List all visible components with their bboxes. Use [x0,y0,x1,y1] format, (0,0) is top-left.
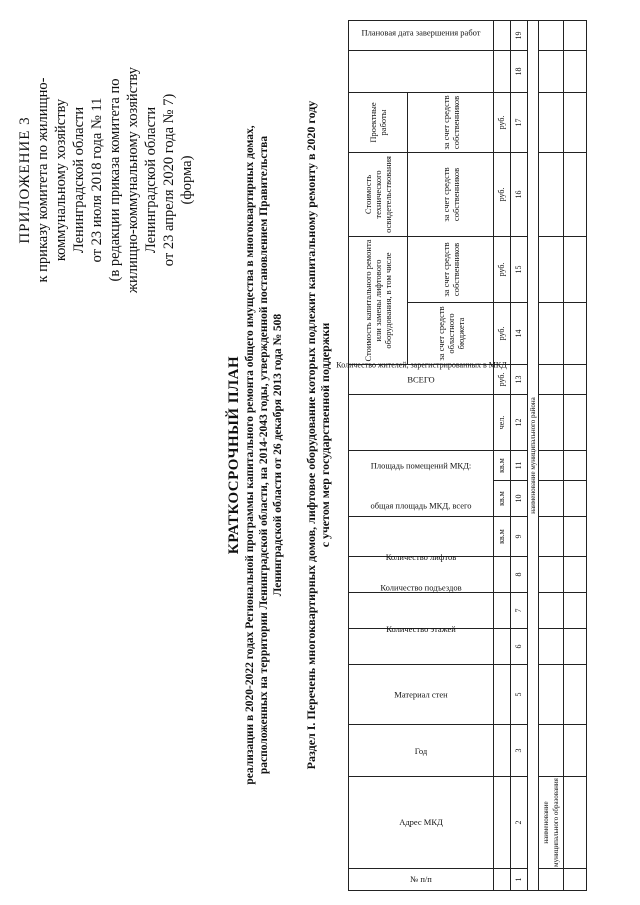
unit-cell: руб. [494,302,511,364]
appendix-line: жилищно-коммунальному хозяйству [125,66,141,294]
header-regional-budget: за счет средств областного бюджета [408,302,494,364]
column-number: 18 [511,50,528,92]
appendix-header [16,15,196,345]
column-number: 3 [511,725,528,777]
header-wall-material: Материал стен [349,665,494,725]
header-num: № п/п [349,869,494,891]
unit-cell: кв.м [494,517,511,557]
plan-title: КРАТКОСРОЧНЫЙ ПЛАН [226,355,242,555]
units-row [494,20,511,890]
unit-cell: руб. [494,236,511,302]
district-group-label: наименование муниципального района [528,20,539,890]
header-residents: Количество жителей, зарегистрированных в МКД [349,394,494,450]
appendix-title: ПРИЛОЖЕНИЕ 3 [17,116,33,244]
appendix-line: Ленинградской области [71,106,87,254]
plan-title-block [225,65,285,845]
appendix-line: к приказу комитета по жилищно- [35,77,51,283]
unit-cell: руб. [494,152,511,236]
plan-subtitle-line: расположенных на территории Ленинградской области, на 2014-2043 годы, утвержденной постановлением Правительства [258,135,270,775]
appendix-line: (в редакции приказа комитета по [107,78,123,282]
column-number: 1 [511,869,528,891]
section-title-line: Раздел I. Перечень многоквартирных домов, лифтовое оборудование которых подлежит капитальному ремонту в 2020 году [304,100,318,770]
unit-cell: чел. [494,394,511,450]
capital-repair-table [336,20,587,891]
unit-cell: руб. [494,92,511,152]
header-project-owners: за счет средств собственников [408,92,494,152]
header-premises-area: Площадь помещений МКД: [349,450,494,516]
header-tech-survey-owners: за счет средств собственников [408,152,494,236]
district-group-row [528,20,539,890]
column-number: 5 [511,665,528,725]
section-title-line: с учетом мер государственной поддержки [318,322,332,548]
column-number: 2 [511,777,528,869]
header-project-works: Проектные работы [349,92,408,152]
header-year: Год [349,725,494,777]
column-number: 9 [511,517,528,557]
plan-subtitle-line: реализации в 2020-2022 годах Региональной программы капитального ремонта общего имущества в многоквартирных домах, [244,125,256,785]
appendix-line: коммунальному хозяйству [53,98,69,262]
header-address: Адрес МКД [349,777,494,869]
section-title [304,5,332,865]
header-lifts: Количество лифтов [349,557,494,593]
unit-cell: руб. [494,364,511,394]
unit-cell: кв.м [494,481,511,517]
column-number: 15 [511,236,528,302]
header-total: ВСЕГО [349,364,494,394]
column-number: 17 [511,92,528,152]
header-owners-funds: за счет средств собственников [408,236,494,302]
header-planned-date: Плановая дата завершения работ [349,50,494,92]
column-number: 7 [511,593,528,629]
column-number: 12 [511,394,528,450]
municipality-row [539,20,564,890]
column-number: 6 [511,629,528,665]
table-row [564,20,587,890]
column-number: 16 [511,152,528,236]
column-number: 13 [511,364,528,394]
header-total-area: общая площадь МКД, всего [349,517,494,557]
column-number: 11 [511,450,528,480]
header-cost-group: Стоимость капитального ремонта или замены лифтового оборудования, в том числе [349,236,408,364]
unit-cell: кв.м [494,450,511,480]
plan-subtitle-line: Ленинградской области от 26 декабря 2013 года № 508 [272,313,284,597]
column-number: 19 [511,20,528,50]
column-number: 10 [511,481,528,517]
appendix-line: Ленинградской области [143,106,159,254]
column-number-row [511,20,528,890]
header-floors: Количество этажей [349,629,494,665]
appendix-line: от 23 июля 2018 года № 11 [89,97,105,263]
municipality-label: наименование муниципального образования [539,777,564,869]
header-entrances: Количество подъездов [349,593,494,629]
column-number: 14 [511,302,528,364]
appendix-line: (форма) [179,155,195,205]
header-tech-survey: Стоимость технического освидетельствования [349,152,408,236]
column-number: 8 [511,557,528,593]
appendix-line: от 23 апреля 2020 года № 7) [161,93,177,267]
